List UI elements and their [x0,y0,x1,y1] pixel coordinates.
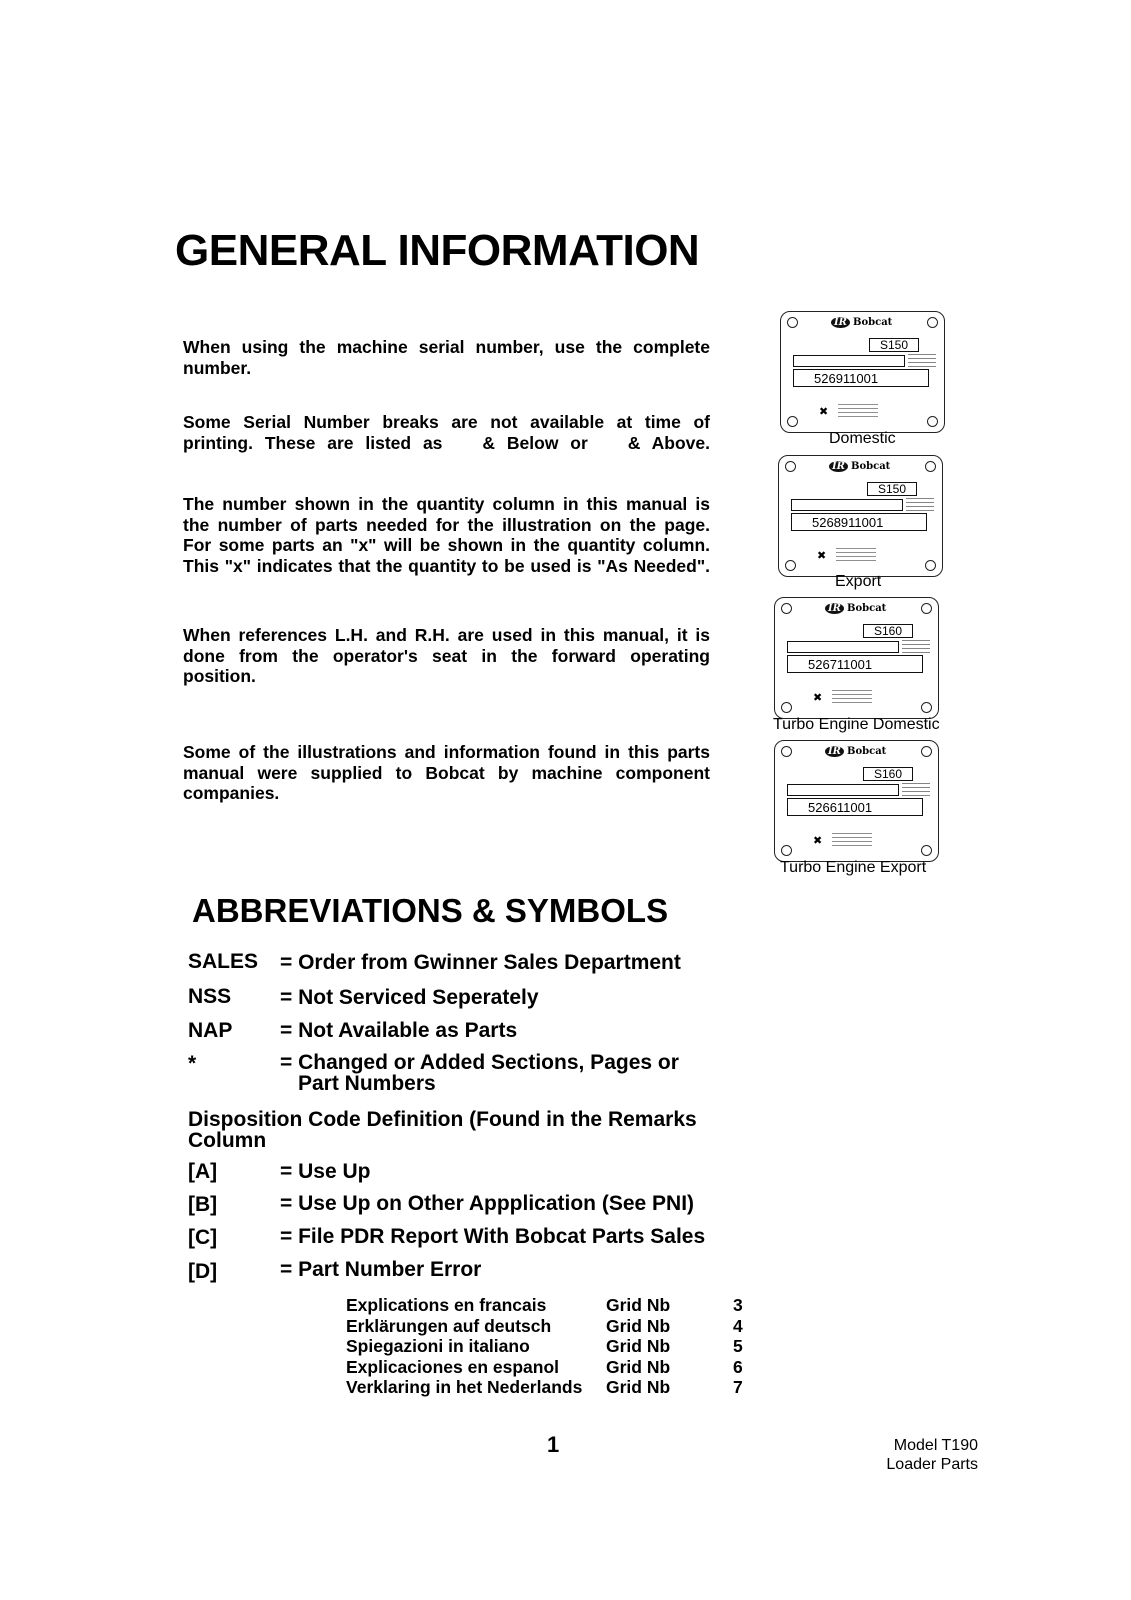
paragraph-serial-number [183,337,710,378]
plate-blank-field [787,784,899,796]
mounting-hole-icon [781,702,792,713]
mounting-hole-icon [785,461,796,472]
grid-number: 5 [733,1336,743,1356]
plate-model: S160 [863,624,913,638]
plate-fine-print [836,548,876,562]
serial-plate-turbo-export [774,740,939,862]
grid-number: 6 [733,1356,743,1377]
serial-plate-domestic [780,311,945,433]
mounting-hole-icon [787,416,798,427]
bobcat-head-icon: ✖ [813,835,823,847]
plate-caption: Domestic [829,430,896,447]
paragraph-illustrations [183,742,710,804]
abbreviation-key: NAP [188,1019,233,1042]
mounting-hole-icon [927,416,938,427]
paragraph-serial-breaks [183,412,710,453]
paragraph-line: the number of parts needed for the illustration on the page. [183,514,710,535]
plate-caption: Export [835,573,882,590]
abbreviation-value-line: Part Numbers [298,1072,436,1095]
bobcat-head-icon: ✖ [813,692,823,704]
paragraph-line: For some parts an "x" will be shown in the quantity column. [183,535,710,555]
language-label: Explicaciones en espanol [346,1356,559,1377]
language-label: Erklärungen auf deutsch [346,1315,552,1336]
plate-fine-print [908,354,936,368]
bobcat-logo: IR Bobcat [829,461,890,472]
footer-model-info [858,1436,978,1474]
abbreviation-key: SALES [188,950,259,973]
mounting-hole-icon [925,461,936,472]
plate-model: S160 [863,767,913,781]
grid-label: Grid Nb [606,1336,671,1356]
plate-caption: Turbo Engine Domestic [773,716,940,733]
plate-serial: 526911001 [793,369,929,387]
plate-model: S150 [869,338,919,352]
language-label: Verklaring in het Nederlands [346,1377,583,1397]
paragraph-line: companies. [183,783,280,803]
disposition-key: [B] [188,1193,218,1216]
plate-fine-print [832,690,872,704]
disposition-heading: Disposition Code Definition (Found in the Remarks Column [188,1108,697,1152]
mounting-hole-icon [921,702,932,713]
disposition-value: = File PDR Report With Bobcat Parts Sales [280,1225,706,1248]
abbreviation-value: = Not Serviced Seperately [280,986,539,1009]
plate-serial: 526611001 [787,798,923,816]
paragraph-line: number. [183,357,252,378]
plate-blank-field [787,641,899,653]
paragraph-line [183,433,710,454]
paragraph-line: manual were supplied to Bobcat by machine component [183,762,710,783]
paragraph-line: Some of the illustrations and information found in this parts [183,742,710,762]
abbreviation-value: = Order from Gwinner Sales Department [280,951,681,974]
disposition-value: = Part Number Error [280,1258,482,1281]
grid-label: Grid Nb [606,1315,671,1336]
mounting-hole-icon [927,317,938,328]
bobcat-head-icon: ✖ [817,550,827,562]
text-segment: printing. These are listed as [183,432,443,453]
text-segment: & Above. [627,432,710,453]
paragraph-lh-rh [183,625,710,687]
mounting-hole-icon [785,560,796,571]
plate-blank-field [793,355,905,367]
abbreviation-key: * [188,1052,197,1075]
mounting-hole-icon [781,746,792,757]
plate-fine-print [906,498,934,512]
plate-serial: 526711001 [787,655,923,673]
paragraph-line: position. [183,666,256,686]
bobcat-logo: IR Bobcat [825,746,886,757]
plate-blank-field [791,499,903,511]
mounting-hole-icon [925,560,936,571]
abbreviation-value [280,1052,679,1094]
paragraph-line: The number shown in the quantity column in this manual is [183,494,710,514]
mounting-hole-icon [787,317,798,328]
language-label: Explications en francais [346,1295,547,1315]
serial-plate-turbo-domestic [774,597,939,719]
mounting-hole-icon [921,746,932,757]
plate-caption: Turbo Engine Export [780,859,927,876]
disposition-key: [D] [188,1260,218,1283]
disposition-key: [C] [188,1226,218,1249]
bobcat-logo: IR Bobcat [831,317,892,328]
mounting-hole-icon [781,845,792,856]
paragraph-line: When references L.H. and R.H. are used in this manual, it is [183,625,710,645]
plate-fine-print [902,640,930,654]
disposition-value: = Use Up on Other Appplication (See PNI) [280,1192,695,1215]
bobcat-head-icon: ✖ [819,406,829,418]
grid-label: Grid Nb [606,1356,671,1377]
mounting-hole-icon [921,603,932,614]
language-label: Spiegazioni in italiano [346,1336,530,1356]
paragraph-line: This "x" indicates that the quantity to be used is "As Needed". [183,555,710,576]
grid-label: Grid Nb [606,1295,671,1315]
serial-plate-export [778,455,943,577]
mounting-hole-icon [921,845,932,856]
abbreviations-heading: ABBREVIATIONS & SYMBOLS [192,892,669,929]
plate-fine-print [832,833,872,847]
disposition-value: = Use Up [280,1160,371,1183]
text-segment: & Below or [482,432,588,453]
plate-fine-print [838,404,878,418]
footer-model: Model T190 [893,1437,978,1454]
grid-label: Grid Nb [606,1377,671,1397]
disposition-key: [A] [188,1160,218,1183]
paragraph-line: Some Serial Number breaks are not available at time of [183,412,710,432]
plate-model: S150 [867,482,917,496]
abbreviation-value-line: = Changed or Added Sections, Pages or [280,1051,679,1074]
abbreviation-value: = Not Available as Parts [280,1019,518,1042]
paragraph-line: done from the operator's seat in the forward operating [183,645,710,666]
abbreviation-key: NSS [188,985,232,1008]
grid-number: 4 [733,1315,743,1336]
page-title: GENERAL INFORMATION [175,226,700,275]
grid-number: 3 [733,1295,743,1315]
footer-subtitle: Loader Parts [886,1456,978,1473]
bobcat-logo: IR Bobcat [825,603,886,614]
paragraph-quantity-column [183,494,710,576]
plate-fine-print [902,783,930,797]
page-number: 1 [547,1432,560,1457]
plate-serial: 5268911001 [791,513,927,531]
grid-number: 7 [733,1377,743,1397]
paragraph-line: When using the machine serial number, use the complete [183,337,710,357]
mounting-hole-icon [781,603,792,614]
